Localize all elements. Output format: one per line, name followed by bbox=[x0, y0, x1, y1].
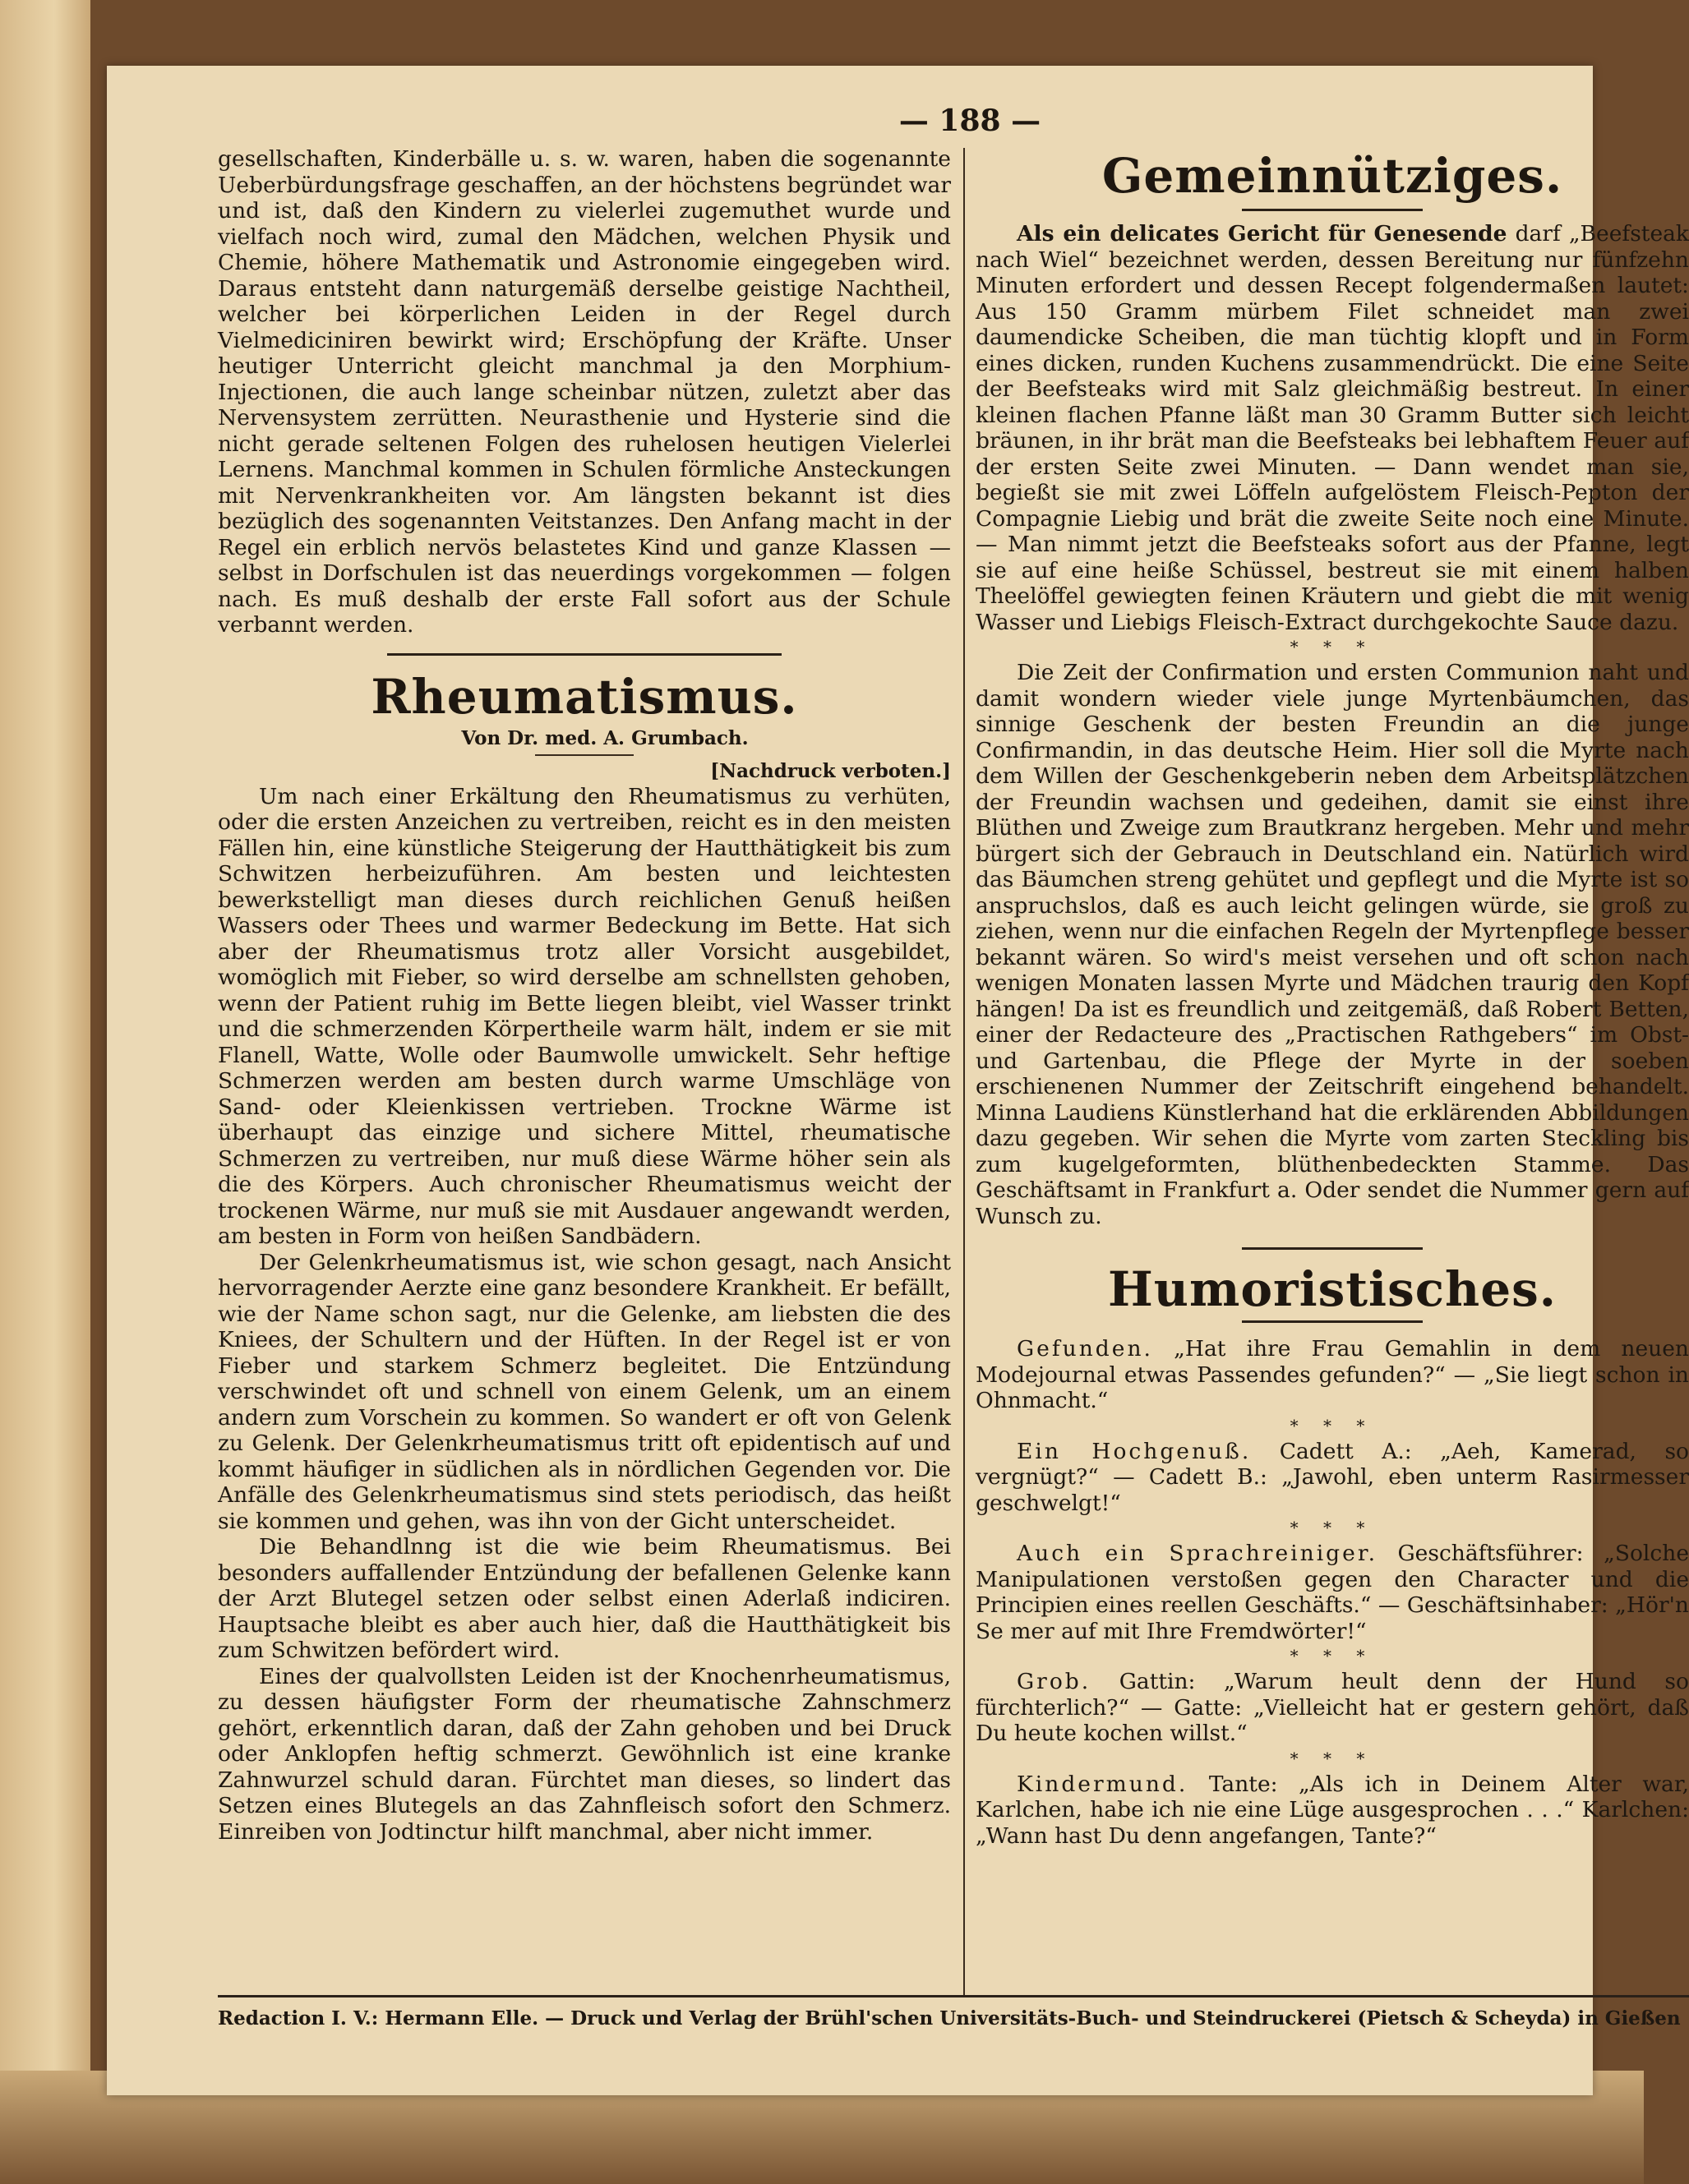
column-divider bbox=[963, 148, 965, 1997]
right-column bbox=[976, 146, 1689, 1849]
intro-paragraph: gesellschaften, Kinderbälle u. s. w. waren, haben die sogenannte Ueberbürdungsfrage geschaffen, an der höchstens begründet war und ist, daß den Kindern zu vielerlei zugemuthet wurde und vielfach noch wird, zumal den Mädchen, welchen Physik und Chemie, höhere Mathematik und Astronomie eingegeben wird. Daraus entsteht dann naturgemäß derselbe geistige Nachtheil, welcher bei körperlichen Leiden in der Regel durch Vielmediciniren bewirkt wird; Erschöpfung der Kräfte. Unser heutiger Unterricht gleicht manchmal ja den Morphium-Injectionen, die auch lange scheinbar nützen, zuletzt aber das Nervensystem zerrütten. Neurasthenie und Hysterie sind die nicht gerade seltenen Folgen des ruhelosen heutigen Vielerlei Lernens. Manchmal kommen in Schulen förmliche Ansteckungen mit Nervenkrankheiten vor. Am längsten bekannt ist dies bezüglich des sogenannten Veitstanzes. Den Anfang macht in der Regel ein erblich nervös belastetes Kind und ganze Klassen — selbst in Dorfschulen ist das neuerdings vorgekommen — folgen nach. Es muß deshalb der erste Fall sofort aus der Schule verbannt werden. bbox=[218, 146, 951, 638]
article-paragraph: Die Behandlnng ist die wie beim Rheumatismus. Bei besonders auffallender Entzündung der befallenen Gelenke kann der Arzt Blutegel setzen oder selbst einen Aderlaß indiciren. Hauptsache bleibt es aber auch hier, daß die Hautthätigkeit bis zum Schwitzen befördert wird. bbox=[218, 1534, 951, 1663]
article-title-rheumatismus: Rheumatismus. bbox=[371, 668, 798, 725]
page-number: — 188 — bbox=[898, 104, 1041, 138]
newspaper-page bbox=[107, 66, 1689, 2095]
article-paragraph: Der Gelenkrheumatismus ist, wie schon gesagt, nach Ansicht hervorragender Aerzte eine ganz besondere Krankheit. Er befällt, wie der Name schon sagt, nur die Gelenke, am liebsten die des Kniees, der Schultern und der Hüften. In der Regel ist er von Fieber und starkem Schmerz begleitet. Die Entzündung verschwindet oft und schnell von einem Gelenk, um an einem andern zum Vorschein zu kommen. So wandert er oft von Gelenk zu Gelenk. Der Gelenkrheumatismus tritt oft epidentisch auf und kommt häufiger in südlichen als in nördlichen Gegenden vor. Die Anfälle des Gelenkrheumatismus sind stets periodisch, das heißt sie kommen und gehen, was ihn von der Gicht unterscheidet. bbox=[218, 1249, 951, 1534]
title-divider bbox=[1242, 1320, 1423, 1323]
joke-text: Cadett A.: „Aeh, Kamerad, so vergnügt?“ — Cadett B.: „Jawohl, eben unterm Rasirmesser geschwelgt!“ bbox=[976, 1438, 1689, 1516]
section-title-humoristisches: Humoristisches. bbox=[1108, 1261, 1557, 1317]
book-binding-edge bbox=[0, 0, 90, 2184]
joke-title: Kindermund. bbox=[1017, 1771, 1188, 1797]
separator-stars: * * * bbox=[1290, 1518, 1375, 1537]
joke-title: Ein Hochgenuß. bbox=[1017, 1438, 1252, 1464]
joke bbox=[976, 1439, 1689, 1517]
byline-divider bbox=[535, 754, 634, 756]
separator-stars: * * * bbox=[1290, 637, 1375, 657]
separator-stars: * * * bbox=[1290, 1748, 1375, 1768]
separator-stars: * * * bbox=[1290, 1646, 1375, 1666]
imprint-footer: Redaction I. V.: Hermann Elle. — Druck und Verlag der Brühl'schen Universitäts-Buch- und Steindruckerei (Pietsch & Scheyda) in Gießen bbox=[218, 2007, 1681, 2030]
joke-text: „Hat ihre Frau Gemahlin in dem neuen Modejournal etwas Passendes gefunden?“ — „Sie liegt schon in Ohnmacht.“ bbox=[976, 1336, 1689, 1413]
joke-title: Gefunden. bbox=[1017, 1336, 1153, 1362]
joke-text: Geschäftsführer: „Solche Manipulationen verstoßen gegen den Character und die Principien eines reellen Geschäfts.“ — Geschäftsinhaber: „Hör'n Se mer auf mit Ihre Fremdwörter!“ bbox=[976, 1541, 1689, 1644]
joke bbox=[976, 1669, 1689, 1747]
title-divider bbox=[1242, 209, 1423, 211]
myrtle-paragraph: Die Zeit der Confirmation und ersten Communion naht und damit wondern wieder viele junge Myrtenbäumchen, das sinnige Geschenk der besten Freundin an die junge Confirmandin, in das deutsche Heim. Hier soll die Myrte nach dem Willen der Geschenkgeberin neben dem Arbeitsplätzchen der Freundin wachsen und gedeihen, damit sie einst ihre Blüthen und Zweige zum Brautkranz hergeben. Mehr und mehr bürgert sich der Gebrauch in Deutschland ein. Natürlich wird das Bäumchen streng gehütet und gepflegt und die Myrte ist so anspruchslos, daß es auch leicht gelingen würde, sie groß zu ziehen, wenn nur die einfachen Regeln der Myrtenpflege besser bekannt wären. So wird's meist versehen und oft schon nach wenigen Monaten lassen Myrte und Mädchen traurig den Kopf hängen! Da ist es freundlich und zeitgemäß, daß Robert Betten, einer der Redacteure des „Practischen Rathgebers“ im Obst- und Gartenbau, die Pflege der Myrte in der soeben erschienenen Nummer der Zeitschrift eingehend behandelt. Minna Laudiens Künstlerhand hat die erklärenden Abbildungen dazu gegeben. Wir sehen die Myrte vom zarten Steckling bis zum kugelgeformten, blüthenbedeckten Stamme. Das Geschäftsamt in Frankfurt a. Oder sendet die Nummer gern auf Wunsch zu. bbox=[976, 660, 1689, 1229]
joke bbox=[976, 1541, 1689, 1644]
reprint-notice: [Nachdruck verboten.] bbox=[710, 759, 951, 782]
article-author: Von Dr. med. A. Grumbach. bbox=[461, 726, 749, 749]
joke-title: Grob. bbox=[1017, 1669, 1091, 1694]
separator-stars: * * * bbox=[1290, 1415, 1375, 1435]
article-paragraph: Eines der qualvollsten Leiden ist der Knochenrheumatismus, zu dessen häufigster Form der rheumatische Zahnschmerz gehört, erkenntlich daran, daß der Zahn gehoben und bei Druck oder Anklopfen heftig schmerzt. Gewöhnlich ist eine kranke Zahnwurzel schuld daran. Fürchtet man dieses, so lindert das Setzen eines Blutegels an das Zahnfleisch sofort den Schmerz. Einreiben von Jodtinctur hilft manchmal, aber nicht immer. bbox=[218, 1663, 951, 1845]
joke-text: Tante: „Als ich in Deinem Alter war, Karlchen, habe ich nie eine Lüge ausgesprochen . . .“ Karlchen: „Wann hast Du denn angefangen, Tante?“ bbox=[976, 1771, 1689, 1849]
recipe-lead: Als ein delicates Gericht für Genesende bbox=[1017, 221, 1507, 247]
left-column bbox=[218, 146, 951, 1845]
footer-divider bbox=[218, 1995, 1689, 1997]
joke bbox=[976, 1336, 1689, 1414]
section-divider bbox=[1242, 1247, 1423, 1250]
section-divider bbox=[387, 653, 782, 656]
recipe-text: darf „Beefsteak nach Wiel“ bezeichnet werden, dessen Bereitung nur fünfzehn Minuten erfordert und dessen Recept folgendermaßen lautet: Aus 150 Gramm mürbem Filet schneidet man zwei daumendicke Scheiben, die man tüchtig klopft und in Form eines dicken, runden Kuchens zusammendrückt. Die eine Seite der Beefsteaks wird mit Salz gleichmäßig bestreut. In einer kleinen flachen Pfanne läßt man 30 Gramm Butter sich leicht bräunen, in ihr brät man die Beefsteaks bei lebhaftem Feuer auf der ersten Seite zwei Minuten. — Dann wendet man sie, begießt sie mit zwei Löffeln aufgelöstem Fleisch-Pepton der Compagnie Liebig und brät die zweite Seite noch eine Minute. — Man nimmt jetzt die Beefsteaks sofort aus der Pfanne, legt sie auf eine heiße Schüssel, bestreut sie mit einem halben Theelöffel gewiegten feinen Kräutern und giebt die mit wenig Wasser und Liebigs Fleisch-Extract durchgekochte Sauce dazu. bbox=[976, 221, 1689, 635]
recipe-paragraph bbox=[976, 221, 1689, 635]
joke-text: Gattin: „Warum heult denn der Hund so fürchterlich?“ — Gatte: „Vielleicht hat er gestern gehört, daß Du heute kochen willst.“ bbox=[976, 1669, 1689, 1746]
section-title-gemeinnuetziges: Gemeinnütziges. bbox=[1101, 148, 1563, 204]
joke-title: Auch ein Sprachreiniger. bbox=[1017, 1541, 1378, 1566]
joke bbox=[976, 1772, 1689, 1850]
article-paragraph: Um nach einer Erkältung den Rheumatismus zu verhüten, oder die ersten Anzeichen zu vertreiben, reicht es in den meisten Fällen hin, eine künstliche Steigerung der Hautthätigkeit bis zum Schwitzen herbeizuführen. Am besten und leichtesten bewerkstelligt man dieses durch reichlichen Genuß heißen Wassers oder Thees und warmer Bedeckung im Bette. Hat sich aber der Rheumatismus trotz aller Vorsicht ausgebildet, womöglich mit Fieber, so wird derselbe am schnellsten gehoben, wenn der Patient ruhig im Bette liegen bleibt, viel Wasser trinkt und die schmerzenden Körpertheile warm hält, indem er sie mit Flanell, Watte, Wolle oder Baumwolle umwickelt. Sehr heftige Schmerzen werden am besten durch warme Umschläge von Sand- oder Kleienkissen vertrieben. Trockne Wärme ist überhaupt das einzige und sichere Mittel, rheumatische Schmerzen zu vertreiben, nur muß diese Wärme höher sein als die des Körpers. Auch chronischer Rheumatismus weicht der trockenen Wärme, nur muß sie mit Ausdauer angewandt werden, am besten in Form von heißen Sandbädern. bbox=[218, 783, 951, 1249]
